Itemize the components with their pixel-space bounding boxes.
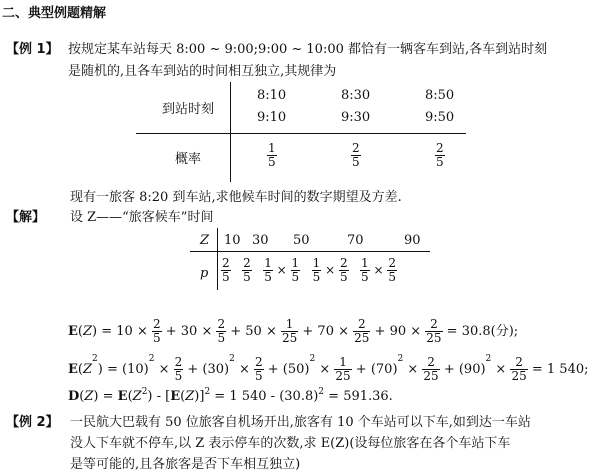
z-value: 90 — [404, 233, 421, 248]
prob-fraction: $\frac{2}{5}$ — [436, 141, 444, 169]
section-title: 二、典型例题精解 — [2, 6, 107, 21]
row-label-time: 到站时刻 — [162, 102, 215, 117]
example-2-tag: 【例 2】 — [6, 415, 59, 430]
time-cell: 9:30 — [341, 110, 371, 125]
example-1-question: 现有一旅客 8:20 到车站,求他候车时间的数字期望及方差. — [70, 190, 402, 205]
example-2-line-1: 一民航大巴载有 50 位旅客自机场开出,旅客有 10 个车站可以下车,如到达一车站 — [70, 415, 531, 430]
time-cell: 8:30 — [341, 88, 371, 103]
example-2-line-2: 没人下车就不停车,以 Z 表示停车的次数,求 E(Z)(设每位旅客在各个车站下车 — [70, 436, 511, 451]
z-label: Z — [200, 233, 210, 248]
example-1-line-1: 按规定某车站每天 8:00 ~ 9:00;9:00 ~ 10:00 都恰有一辆客车到站,各车到站时刻 — [68, 42, 548, 57]
example-1-tag: 【例 1】 — [6, 42, 59, 57]
example-2-line-3: 是等可能的,且各旅客是否下车相互独立) — [70, 457, 301, 472]
table-horizontal-rule — [190, 251, 430, 252]
table-vertical-rule — [230, 82, 231, 182]
z-value: 50 — [293, 233, 310, 248]
time-cell: 8:10 — [257, 88, 287, 103]
prob-fraction: $\frac{1}{5}$ — [268, 141, 276, 169]
solution-tag: 【解】 — [6, 210, 46, 225]
table-horizontal-rule — [136, 133, 466, 134]
z-value: 30 — [252, 233, 269, 248]
z-value: 10 — [224, 233, 241, 248]
example-1-line-2: 是随机的,且各车到站的时间相互独立,其规律为 — [68, 64, 337, 79]
time-cell: 9:50 — [425, 110, 455, 125]
formula-ez: E(Z) = 10 × $\frac{2}{5}$ + 30 × $\frac{2}{5}$ + 50 × $\frac{1}{25}$ + 70 × $\frac{2}{25}$ + 90 × $\frac{2}{25}$ = 30.8(分); — [68, 317, 519, 345]
prob-fraction: $\frac{2}{5}$ — [352, 141, 360, 169]
p-label: p — [200, 266, 209, 281]
solution-intro: 设 Z——“旅客候车”时间 — [70, 210, 214, 225]
z-value: 70 — [347, 233, 364, 248]
time-cell: 8:50 — [425, 88, 455, 103]
p-values-row: $\frac{2}{5}$ $\frac{2}{5}$ $\frac{1}{5}$ × $\frac{1}{5}$ $\frac{1}{5}$ × $\frac{2}{5}$ $\frac{1}{5}$ × $\frac{2}{5}$ — [222, 256, 396, 284]
table-vertical-rule — [217, 228, 218, 290]
row-label-prob: 概率 — [175, 152, 202, 167]
formula-ez2: $E(Z^2) = (10)^2$ × $\frac{2}{5}$ + $(30)^2$ × $\frac{2}{5}$ + $(50)^2$ × $\frac{1}{25}$ + $(70)^2$ × $\frac{2}{25}$ + $(90)^2$ × $\frac{2}{25}$ = 1 540; — [68, 354, 589, 383]
time-cell: 9:10 — [257, 110, 287, 125]
formula-dz: $D(Z) = E(Z^2) - [E(Z)]^2 = 1$ $540 - (30.8)^2 = 591.36$. — [68, 387, 393, 404]
